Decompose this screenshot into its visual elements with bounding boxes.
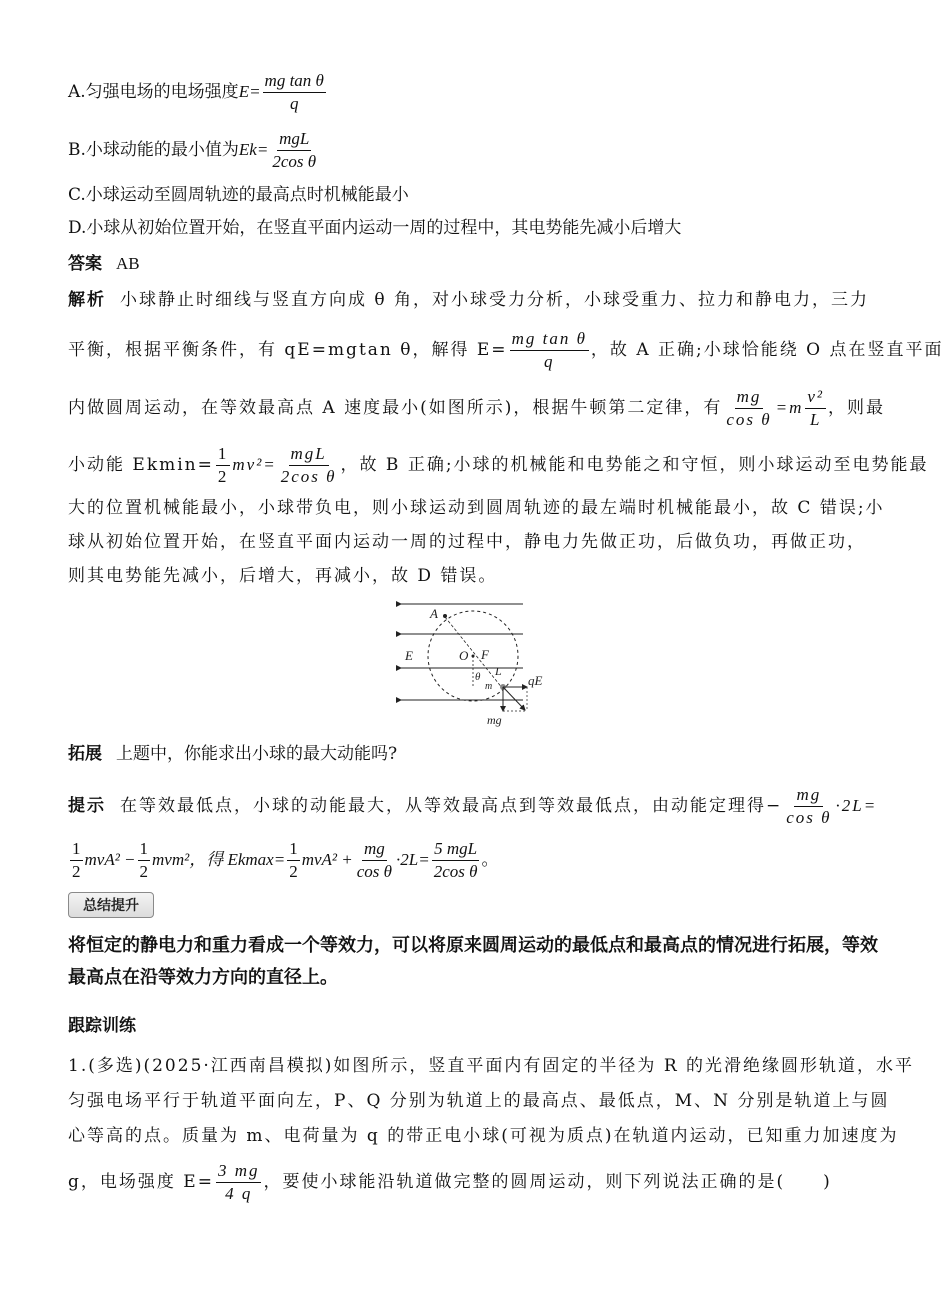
question-1-line-3: 心等高的点。质量为 m、电荷量为 q 的带正电小球(可视为质点)在轨道内运动，已知重力加速度为 — [68, 1126, 899, 1146]
analysis-line-7: 则其电势能先减小，后增大，再减小，故 D 错误。 — [68, 566, 498, 586]
analysis-line-6: 球从初始位置开始，在竖直平面内运动一周的过程中，静电力先做正功，后做负功，再做正功， — [68, 532, 866, 552]
option-d: D.小球从初始位置开始，在竖直平面内运动一周的过程中，其电势能先减小后增大 — [68, 218, 682, 238]
training-heading: 跟踪训练 — [68, 1016, 136, 1036]
analysis-fraction-e: $\frac{\text{mg tan θ}}{q}$ — [511, 329, 587, 371]
label-mg: mg — [487, 713, 502, 727]
question-1-line-2: 匀强电场平行于轨道平面向左，P、Q 分别为轨道上的最高点、最低点，M、N 分别是轨道上与圆 — [68, 1091, 890, 1111]
analysis-line-5: 大的位置机械能最小，小球带负电，则小球运动到圆周轨迹的最左端时机械能最小，故 C 错误;小 — [68, 498, 885, 518]
question-1-line-1: 1.(多选)(2025·江西南昌模拟)如图所示，竖直平面内有固定的半径为 R 的光滑绝缘圆形轨道，水平 — [68, 1056, 915, 1076]
label-f: F — [481, 647, 489, 662]
question-1-line-4: g，电场强度 E= $\frac{3 mg}{4 q}$ ，要使小球能沿轨道做完整的圆周运动，则下列说法正确的是( ) — [68, 1161, 832, 1203]
option-a-text: A.匀强电场的电场强度 — [68, 81, 239, 102]
analysis-line-2: 平衡，根据平衡条件，有 qE=mgtan θ，解得 E= $\frac{\text{mg tan θ}}{q}$ ，故 A 正确;小球恰能绕 O 点在竖直平面 — [68, 329, 944, 371]
hint-line-1: 提示 在等效最低点，小球的动能最大，从等效最高点到等效最低点，由动能定理得− $\frac{mg}{\text{cos θ}}$ ·2L= — [68, 785, 878, 827]
label-theta: θ — [475, 671, 481, 683]
option-a — [68, 72, 328, 113]
extension — [68, 746, 397, 763]
label-a: A — [430, 606, 438, 621]
extension-label: 拓展 — [68, 744, 102, 764]
hint-line-2: $\frac{1}{2}$ mvA² − $\frac{1}{2}$ mvm²，得 Ekmax= $\frac{1}{2}$ mvA² + $\frac{mg}{\text{cos θ}}$ ·2L= $\frac{\text{5 mgL}}{\text{2cos θ}}$ 。 — [72, 839, 499, 881]
label-qe: qE — [528, 673, 543, 688]
question-1-fraction: $\frac{3 mg}{4 q}$ — [217, 1161, 260, 1203]
option-b — [68, 130, 320, 171]
analysis-line-3: 内做圆周运动，在等效最高点 A 速度最小(如图所示)，根据牛顿第二定律，有 $\frac{mg}{\text{cos θ}}$ =m $\frac{\text{v²}}{L}$ ，则最 — [68, 387, 886, 429]
answer-label: 答案 — [68, 254, 102, 274]
point-a — [443, 614, 447, 618]
hint-label: 提示 — [68, 795, 106, 816]
summary-text: 将恒定的静电力和重力看成一个等效力，可以将原来圆周运动的最低点和最高点的情况进行拓展，等效最高点在沿等效力方向的直径上。 — [68, 935, 878, 988]
analysis-line-4: 小动能 Ekmin= $\frac{1}{2}$ mv²= $\frac{\text{mgL}}{\text{2cos θ}}$ ，故 B 正确;小球的机械能和电势能之和守恒，则小球运动至电势能最 — [68, 444, 929, 486]
analysis-label: 解析 — [68, 290, 106, 310]
option-c: C.小球运动至圆周轨迹的最高点时机械能最小 — [68, 185, 409, 205]
label-m: m — [485, 681, 493, 692]
analysis-line-1: 解析 小球静止时细线与竖直方向成 θ 角，对小球受力分析，小球受重力、拉力和静电力，三力 — [68, 290, 870, 310]
point-o — [472, 655, 475, 658]
extension-text: 上题中，你能求出小球的最大动能吗? — [116, 744, 398, 764]
option-b-text: B.小球动能的最小值为 — [68, 139, 239, 160]
label-e: E — [405, 648, 413, 663]
label-o: O — [459, 648, 469, 663]
answer-value: AB — [116, 254, 140, 273]
option-a-fraction: $\frac{\text{mg tan θ}}{q}$ — [264, 71, 324, 113]
option-a-eq: E= — [238, 81, 261, 101]
option-b-fraction: $\frac{\text{mgL}}{\text{2cos θ}}$ — [272, 129, 317, 171]
label-l: L — [495, 664, 502, 678]
resultant-arrow — [503, 687, 525, 710]
force-diagram — [395, 596, 555, 728]
option-b-eq: Ek= — [238, 139, 269, 159]
answer — [68, 255, 140, 273]
diameter — [445, 617, 503, 689]
summary-badge: 总结提升 — [68, 892, 154, 918]
